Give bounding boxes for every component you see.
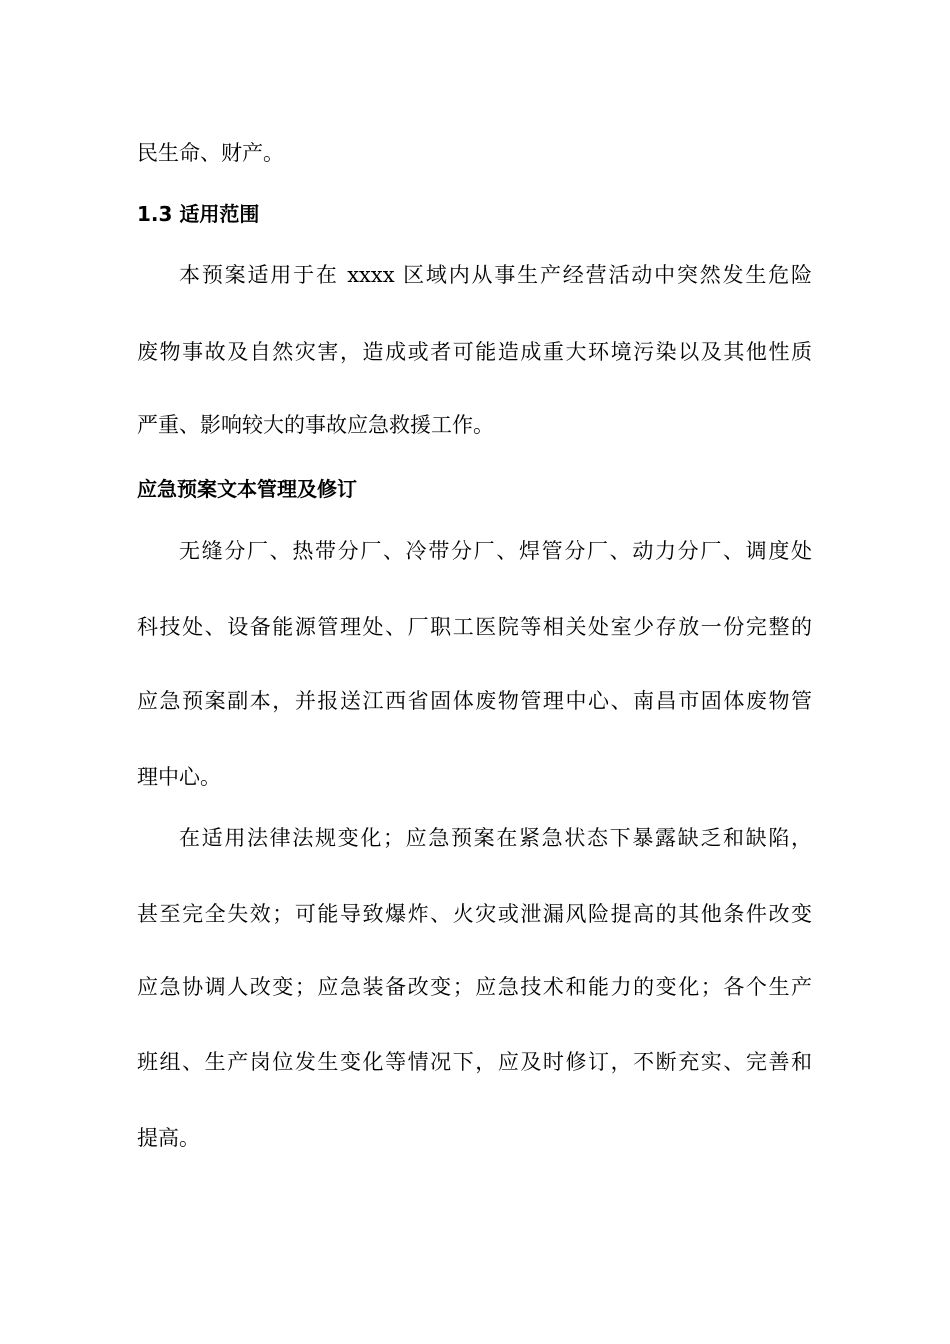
paragraph-line: 甚至完全失效；可能导致爆炸、火灾或泄漏风险提高的其他条件改变	[137, 902, 812, 926]
section-heading-plan-management: 应急预案文本管理及修订	[137, 477, 357, 501]
paragraph-line: 理中心。	[137, 765, 221, 789]
paragraph-line: 无缝分厂、热带分厂、冷带分厂、焊管分厂、动力分厂、调度处	[179, 539, 812, 563]
paragraph-line: 在适用法律法规变化；应急预案在紧急状态下暴露缺乏和缺陷，	[179, 826, 812, 850]
paragraph-line: 应急协调人改变；应急装备改变；应急技术和能力的变化；各个生产	[137, 975, 812, 999]
paragraph-line: 废物事故及自然灾害，造成或者可能造成重大环境污染以及其他性质	[137, 340, 812, 364]
paragraph-line: 班组、生产岗位发生变化等情况下，应及时修订，不断充实、完善和	[137, 1050, 812, 1074]
paragraph-line: 本预案适用于在 xxxx 区域内从事生产经营活动中突然发生危险	[179, 263, 812, 287]
paragraph-line: 提高。	[137, 1126, 200, 1150]
paragraph-line: 严重、影响较大的事故应急救援工作。	[137, 413, 494, 437]
section-heading-1-3: 1.3 适用范围	[137, 202, 260, 226]
paragraph-line: 科技处、设备能源管理处、厂职工医院等相关处室少存放一份完整的	[137, 615, 812, 639]
paragraph-line: 民生命、财产。	[137, 141, 284, 165]
paragraph-line: 应急预案副本，并报送江西省固体废物管理中心、南昌市固体废物管	[137, 689, 812, 713]
